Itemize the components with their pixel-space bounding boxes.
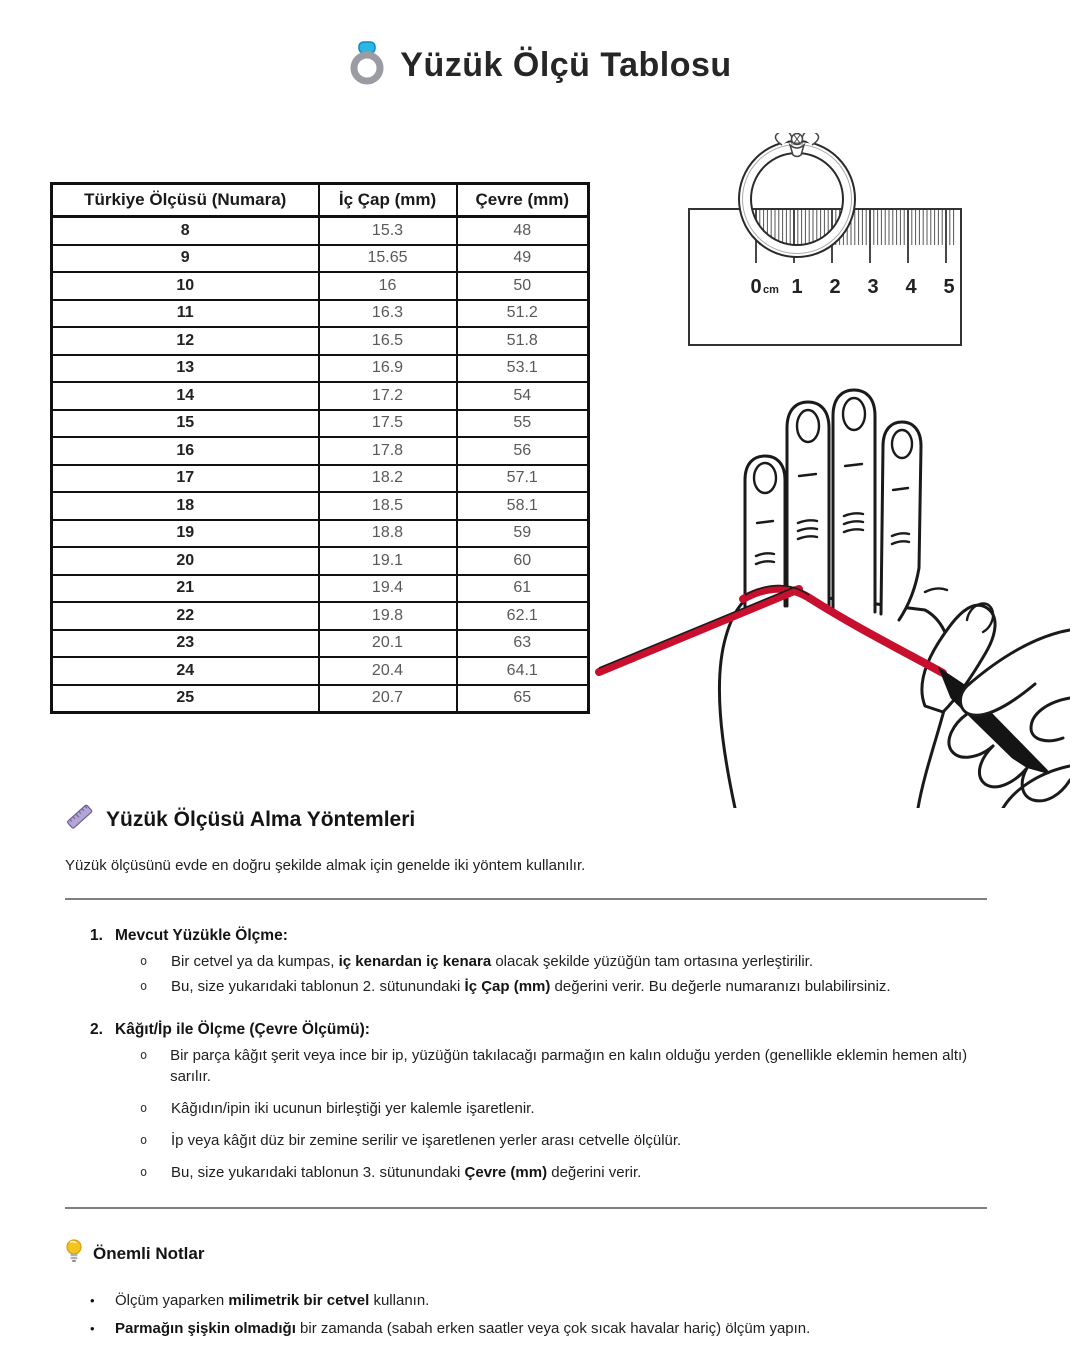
list-item: [140, 1130, 987, 1151]
value-cell: 53.1: [457, 355, 589, 383]
table-row: [52, 355, 589, 383]
size-cell: 22: [52, 602, 319, 630]
table-row: [52, 520, 589, 548]
value-cell: 55: [457, 410, 589, 438]
bullet-marker: •: [90, 1321, 95, 1336]
size-cell: 16: [52, 437, 319, 465]
value-cell: 18.2: [319, 465, 457, 493]
methods-section-heading: [65, 802, 987, 837]
value-cell: 56: [457, 437, 589, 465]
list-item: [140, 976, 987, 997]
list-item: [90, 1290, 987, 1311]
size-cell: 13: [52, 355, 319, 383]
value-cell: 16.9: [319, 355, 457, 383]
text-content: [65, 802, 987, 1346]
value-cell: 17.2: [319, 382, 457, 410]
table-header-row: [52, 184, 589, 217]
value-cell: 48: [457, 217, 589, 245]
value-cell: 57.1: [457, 465, 589, 493]
notes-heading-text: Önemli Notlar: [93, 1243, 205, 1263]
value-cell: 50: [457, 272, 589, 300]
text-segment: Bir cetvel ya da kumpas,: [171, 953, 339, 970]
page-title: Yüzük Ölçü Tablosu: [400, 46, 732, 84]
ring-gem: [359, 42, 375, 53]
table-row: [52, 465, 589, 493]
text-segment: Bu, size yukarıdaki tablonun 2. sütunundaki: [171, 978, 465, 995]
text-segment-bold: İç Çap (mm): [464, 978, 551, 995]
value-cell: 64.1: [457, 657, 589, 685]
size-cell: 11: [52, 300, 319, 328]
list-item: [140, 951, 987, 972]
bullet-marker: o: [140, 979, 148, 993]
intro-paragraph: Yüzük ölçüsünü evde en doğru şekilde almak için genelde iki yöntem kullanılır.: [65, 857, 586, 874]
text-segment: kullanın.: [369, 1292, 430, 1309]
value-cell: 19.1: [319, 547, 457, 575]
value-cell: 61: [457, 575, 589, 603]
ruler-label-3: 3: [867, 276, 879, 298]
text-segment: olacak şekilde yüzüğün tam ortasına yerleştirilir.: [491, 953, 813, 970]
value-cell: 20.7: [319, 685, 457, 713]
value-cell: 20.4: [319, 657, 457, 685]
size-cell: 25: [52, 685, 319, 713]
value-cell: 58.1: [457, 492, 589, 520]
column-header-diameter: İç Çap (mm): [319, 184, 457, 217]
table-row: [52, 300, 589, 328]
size-cell: 21: [52, 575, 319, 603]
text-segment-bold: Parmağın şişkin olmadığı: [115, 1320, 296, 1337]
size-cell: 14: [52, 382, 319, 410]
value-cell: 63: [457, 630, 589, 658]
size-cell: 10: [52, 272, 319, 300]
table-row: [52, 685, 589, 713]
divider: [65, 1207, 987, 1209]
ruler-label-0: 0: [750, 276, 762, 298]
lightbulb-icon: [65, 1239, 83, 1268]
value-cell: 18.5: [319, 492, 457, 520]
list-number: 2.: [90, 1021, 103, 1038]
list-number: 1.: [90, 927, 103, 944]
method-title-text: Mevcut Yüzükle Ölçme:: [115, 927, 288, 944]
table-row: [52, 630, 589, 658]
text-segment: bir zamanda (sabah erken saatler veya çok sıcak havalar hariç) ölçüm yapın.: [295, 1320, 811, 1337]
value-cell: 19.4: [319, 575, 457, 603]
bullet-text: [171, 951, 813, 972]
table-row: [52, 437, 589, 465]
ruler-unit-label: cm: [763, 284, 779, 296]
ruler-label-5: 5: [943, 276, 955, 298]
value-cell: 15.65: [319, 245, 457, 273]
text-segment-bold: iç kenardan iç kenara: [338, 953, 492, 970]
notes-list: [65, 1290, 987, 1339]
ruler-label-4: 4: [905, 276, 917, 298]
size-cell: 9: [52, 245, 319, 273]
list-item: [140, 1045, 987, 1087]
column-header-size: Türkiye Ölçüsü (Numara): [52, 184, 319, 217]
bullet-text: [171, 976, 891, 997]
bullet-marker: o: [140, 1165, 148, 1179]
bullet-marker: •: [90, 1293, 95, 1308]
list-item: [140, 1098, 987, 1119]
value-cell: 49: [457, 245, 589, 273]
bullet-marker: o: [140, 954, 148, 968]
text-segment-bold: Çevre (mm): [464, 1164, 548, 1181]
bullet-text: [171, 1162, 641, 1183]
ring-size-table: [50, 182, 590, 714]
size-cell: 15: [52, 410, 319, 438]
method-title-text: Kâğıt/İp ile Ölçme (Çevre Ölçümü):: [115, 1021, 370, 1038]
ring-icon: [348, 40, 386, 91]
bullet-text: [170, 1045, 987, 1087]
table-row: [52, 657, 589, 685]
value-cell: 60: [457, 547, 589, 575]
value-cell: 51.8: [457, 327, 589, 355]
text-segment: değerini verir.: [547, 1164, 642, 1181]
value-cell: 16.5: [319, 327, 457, 355]
value-cell: 17.8: [319, 437, 457, 465]
method-item-2-title: [90, 1021, 987, 1039]
methods-list: [65, 927, 987, 1183]
divider: [65, 898, 987, 900]
table-row: [52, 272, 589, 300]
method-2-bullets: [65, 1045, 987, 1183]
value-cell: 15.3: [319, 217, 457, 245]
ruler-body: [689, 209, 961, 345]
table-row: [52, 602, 589, 630]
size-cell: 17: [52, 465, 319, 493]
value-cell: 54: [457, 382, 589, 410]
ruler-label-1: 1: [791, 276, 803, 298]
table-row: [52, 410, 589, 438]
value-cell: 19.8: [319, 602, 457, 630]
list-item: [90, 1318, 987, 1339]
size-cell: 8: [52, 217, 319, 245]
size-cell: 18: [52, 492, 319, 520]
bullet-marker: o: [140, 1101, 148, 1115]
bullet-text: [115, 1290, 429, 1311]
size-cell: 19: [52, 520, 319, 548]
ruler-icon: [65, 802, 95, 837]
value-cell: 51.2: [457, 300, 589, 328]
bullet-marker: o: [140, 1133, 148, 1147]
size-cell: 24: [52, 657, 319, 685]
value-cell: 17.5: [319, 410, 457, 438]
bullet-text: [171, 1098, 535, 1119]
table-body: [52, 217, 589, 713]
method-item-1-title: [90, 927, 987, 945]
table-row: [52, 217, 589, 245]
value-cell: 65: [457, 685, 589, 713]
text-segment: Ölçüm yaparken: [115, 1292, 229, 1309]
methods-heading-text: Yüzük Ölçüsü Alma Yöntemleri: [106, 807, 416, 831]
table-row: [52, 382, 589, 410]
text-segment: İp veya kâğıt düz bir zemine serilir ve işaretlenen yerler arası cetvelle ölçülür.: [171, 1132, 682, 1149]
bullet-marker: o: [140, 1048, 148, 1062]
hand-string-illustration: [595, 368, 1070, 813]
value-cell: 18.8: [319, 520, 457, 548]
table-row: [52, 575, 589, 603]
table-row: [52, 327, 589, 355]
size-cell: 12: [52, 327, 319, 355]
column-header-circumference: Çevre (mm): [457, 184, 589, 217]
text-segment: Bir parça kâğıt şerit veya ince bir ip, yüzüğün takılacağı parmağın en kalın olduğu yerden (genellikle eklemin hemen altı) sarılır.: [170, 1047, 968, 1085]
table-row: [52, 547, 589, 575]
ruler-label-2: 2: [829, 276, 841, 298]
value-cell: 16: [319, 272, 457, 300]
size-cell: 20: [52, 547, 319, 575]
notes-section-heading: [65, 1239, 987, 1268]
ring-on-ruler-illustration: [655, 133, 995, 373]
value-cell: 20.1: [319, 630, 457, 658]
text-segment: değerini verir. Bu değerle numaranızı bulabilirsiniz.: [550, 978, 891, 995]
text-segment-bold: milimetrik bir cetvel: [228, 1292, 370, 1309]
size-cell: 23: [52, 630, 319, 658]
bullet-text: [171, 1130, 681, 1151]
value-cell: 62.1: [457, 602, 589, 630]
bullet-text: [115, 1318, 810, 1339]
text-segment: Kâğıdın/ipin iki ucunun birleştiği yer kalemle işaretlenir.: [171, 1100, 535, 1117]
table-row: [52, 492, 589, 520]
document-header: [0, 40, 1080, 91]
list-item: [140, 1162, 987, 1183]
table-row: [52, 245, 589, 273]
value-cell: 59: [457, 520, 589, 548]
text-segment: Bu, size yukarıdaki tablonun 3. sütunundaki: [171, 1164, 465, 1181]
value-cell: 16.3: [319, 300, 457, 328]
